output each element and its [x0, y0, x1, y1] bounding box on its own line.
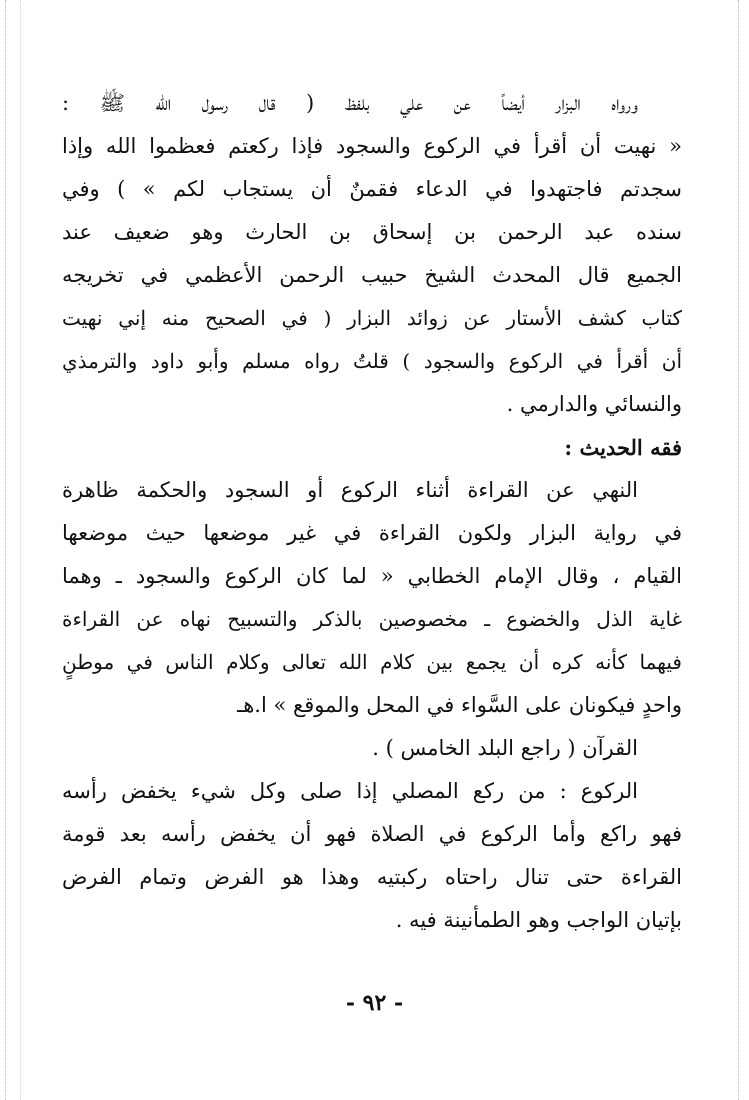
text-line-11: في رواية البزار ولكون القراءة في غير موضعها حيث موضعها	[62, 521, 682, 545]
text-line-2: « نهيت أن أقرأ في الركوع والسجود فإذا ركعتم فعظموا الله وإذا	[62, 134, 682, 158]
text-line-13: غاية الذل والخضوع ـ مخصوصين بالذكر والتسبيح نهاه عن القراءة	[62, 607, 682, 631]
text-line-4: سنده عبد الرحمن بن إسحاق بن الحارث وهو ضعيف عند	[62, 220, 682, 244]
text-line-20: بإتيان الواجب وهو الطمأنينة فيه .	[395, 908, 682, 932]
text-line-10: النهي عن القراءة أثناء الركوع أو السجود والحكمة ظاهرة	[62, 478, 638, 502]
text-line-5: الجميع قال المحدث الشيخ حبيب الرحمن الأعظمي في تخريجه	[62, 263, 682, 287]
scan-edge-left-inner	[20, 0, 21, 1100]
text-line-12: القيام ، وقال الإمام الخطابي « لما كان الركوع والسجود ـ وهما	[62, 564, 682, 588]
text-line-8: والنسائي والدارمي .	[506, 392, 682, 416]
section-heading: فقه الحديث :	[564, 435, 682, 460]
text-line-15: واحدٍ فيكونان على السَّواء في المحل والموقع » ا.هـ	[237, 693, 682, 717]
text-line-7: أن أقرأ في الركوع والسجود ) قلتُ رواه مسلم وأبو داود والترمذي	[62, 349, 682, 373]
scan-edge-right	[738, 0, 739, 1100]
page-number: - ٩٢ -	[345, 990, 404, 1016]
text-line-17: الركوع : من ركع المصلي إذا صلى وكل شيء يخفض رأسه	[62, 779, 638, 803]
text-line-14: فيهما كأنه كره أن يجمع بين كلام الله تعالى وكلام الناس في موطنٍ	[62, 650, 682, 674]
text-line-18: فهو راكع وأما الركوع في الصلاة فهو أن يخفض رأسه بعد قومة	[62, 822, 682, 846]
text-line-16: القرآن ( راجع البلد الخامس ) .	[372, 736, 638, 760]
text-line-6: كتاب كشف الأستار عن زوائد البزار ( في الصحيح منه إني نهيت	[62, 306, 682, 330]
scan-edge-left	[5, 0, 6, 1100]
text-line-3: سجدتم فاجتهدوا في الدعاء فقمنٌ أن يستجاب لكم » ) وفي	[62, 177, 682, 201]
text-line-19: القراءة حتى تنال راحتاه ركبتيه وهذا هو الفرض وتمام الفرض	[62, 865, 682, 889]
text-line-1: ورواه البزار أيضاً عن علي بلفظ ( قال رسول الله ﷺ :	[62, 91, 638, 115]
page-body	[62, 82, 682, 942]
